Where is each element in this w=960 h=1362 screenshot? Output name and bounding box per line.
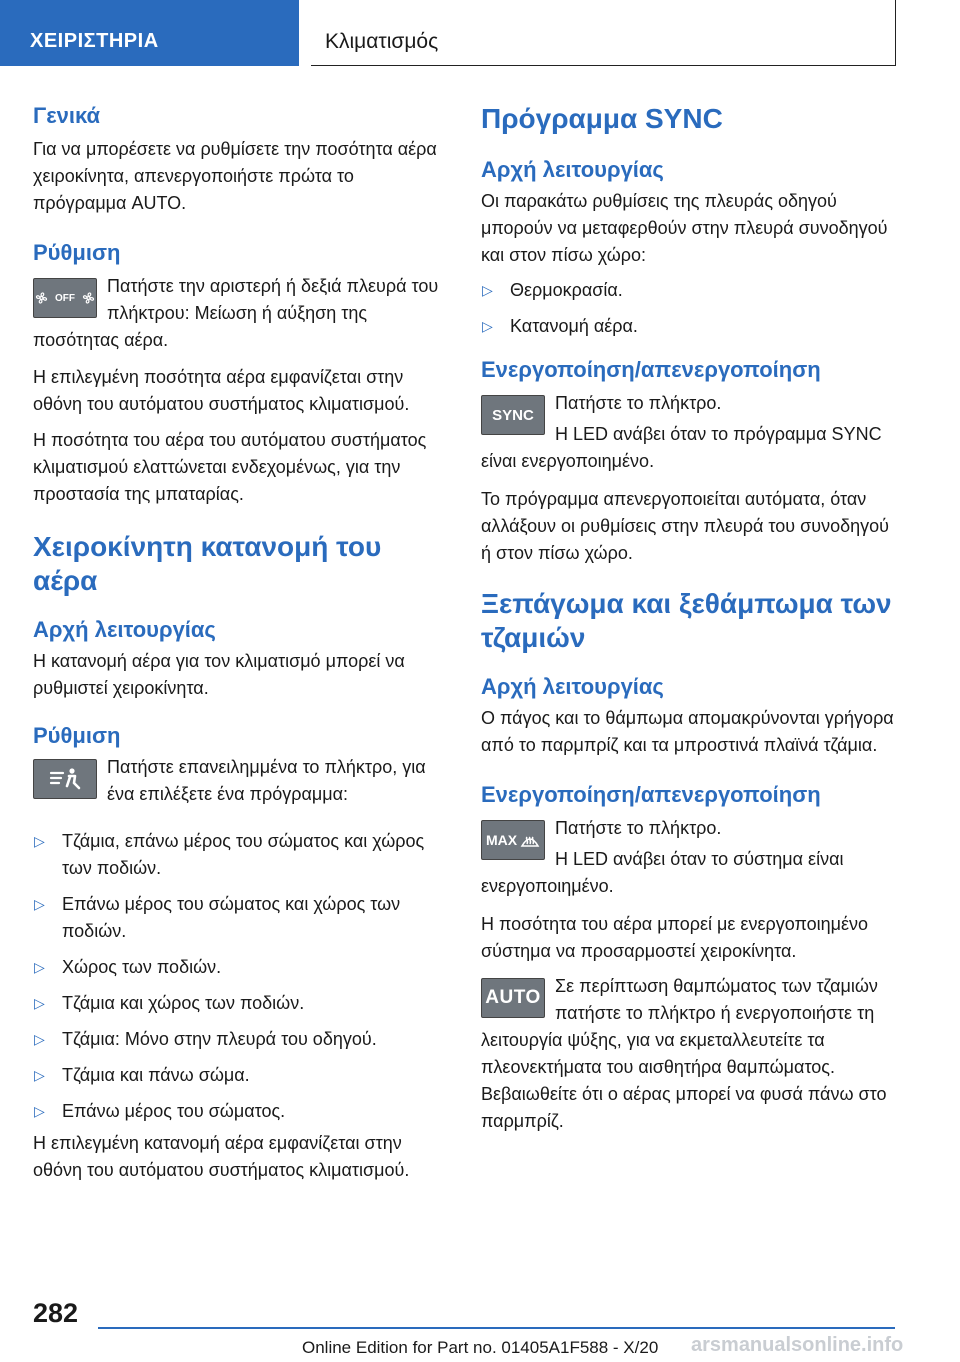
- list-item: ▷ Κατανομή αέρα.: [481, 313, 901, 340]
- list-item: ▷ Επάνω μέρος του σώματος και χώρος των ποδιών.: [33, 891, 451, 945]
- heading-setting-1: Ρύθμιση: [33, 240, 121, 265]
- distribution-program-list: [33, 828, 451, 1125]
- sync-button-icon: SYNC: [481, 395, 545, 435]
- bullet-icon: ▷: [34, 1031, 45, 1047]
- header-chapter-title: Κλιματισμός: [311, 0, 896, 66]
- paragraph-auto-off: Το πρόγραμμα απενεργοποιείται αυτόματα, όταν αλλάξουν οι ρυθμίσεις στην πλευρά του συνοδηγού ή στον πίσω χώρο.: [481, 489, 889, 563]
- heading-principle-3: Αρχή λειτουργίας: [481, 674, 664, 699]
- windshield-defrost-icon: [520, 830, 540, 850]
- footer-edition: Online Edition for Part no. 01405A1F588 - X/20: [302, 1338, 659, 1357]
- setting-1-block: [33, 273, 451, 354]
- paragraph-led-2: Η LED ανάβει όταν το σύστημα είναι ενεργοποιημένο.: [481, 849, 844, 896]
- max-label: MAX: [485, 832, 518, 848]
- fan-off-label: OFF: [55, 292, 75, 304]
- list-item: ▷ Τζάμια: Μόνο στην πλευρά του οδηγού.: [33, 1026, 451, 1053]
- heading-setting-2: Ρύθμιση: [33, 723, 121, 748]
- heading-activation-2: Ενεργοποίηση/απενεργοποίηση: [481, 782, 821, 807]
- paragraph-principle-1: Η κατανομή αέρα για τον κλιματισμό μπορεί να ρυθμιστεί χειροκίνητα.: [33, 651, 405, 698]
- heading-principle-1: Αρχή λειτουργίας: [33, 617, 216, 642]
- bullet-icon: ▷: [482, 318, 493, 334]
- header-section-tab: ΧΕΙΡΙΣΤΗΡΙΑ: [0, 0, 299, 66]
- paragraph-led-1: Η LED ανάβει όταν το πρόγραμμα SYNC είναι ενεργοποιημένο.: [481, 424, 882, 471]
- paragraph-press-1: Πατήστε το πλήκτρο.: [555, 393, 722, 413]
- auto-button-icon: AUTO: [481, 978, 545, 1018]
- air-distribution-button-icon: [33, 759, 97, 799]
- setting-2-block: [33, 754, 451, 818]
- page-number: 282: [33, 1298, 79, 1328]
- paragraph-battery: Η ποσότητα του αέρα του αυτόματου συστήματος κλιματισμού ελαττώνεται ενδεχομένως, για την προστασία της μπαταρίας.: [33, 430, 427, 504]
- paragraph-press-2: Πατήστε το πλήκτρο.: [555, 818, 722, 838]
- paragraph-air-quantity: Η ποσότητα του αέρα μπορεί με ενεργοποιημένο σύστημα να προσαρμοστεί χειροκίνητα.: [481, 914, 869, 961]
- bullet-icon: ▷: [34, 896, 45, 912]
- paragraph-display-2: Η επιλεγμένη κατανομή αέρα εμφανίζεται στην οθόνη του αυτόματου συστήματος κλιματισμού.: [33, 1133, 410, 1180]
- fan-icon: [34, 288, 49, 308]
- heading-general: Γενικά: [33, 103, 101, 128]
- left-column: [33, 96, 451, 1184]
- heading-sync-program: Πρόγραμμα SYNC: [481, 103, 723, 134]
- heading-activation-1: Ενεργοποίηση/απενεργοποίηση: [481, 357, 821, 382]
- heading-manual-distribution: Χειροκίνητη κατανομή του αέρα: [33, 531, 382, 596]
- fan-icon: [81, 288, 96, 308]
- air-distribution-icon: [47, 766, 83, 792]
- auto-fog-block: [481, 973, 901, 1135]
- list-item: ▷ Θερμοκρασία.: [481, 277, 901, 304]
- list-item: ▷ Επάνω μέρος του σώματος.: [33, 1098, 451, 1125]
- bullet-icon: ▷: [34, 833, 45, 849]
- max-defrost-button-icon: [481, 820, 545, 860]
- fan-button-icon: [33, 278, 97, 318]
- bullet-icon: ▷: [482, 282, 493, 298]
- bullet-icon: ▷: [34, 995, 45, 1011]
- list-item: ▷ Τζάμια και πάνω σώμα.: [33, 1062, 451, 1089]
- max-activation-block: [481, 815, 901, 900]
- paragraph-fog: Σε περίπτωση θαμπώματος των τζαμιών πατήστε το πλήκτρο ή ενεργοποιήστε τη λειτουργία ψύξης, για να εκμεταλλευτείτε τα πλεονεκτήματα του αισθητήρα θαμπώματος. Βεβαιωθείτε ότι ο αέρας μπορεί να φυσά πάνω στο παρμπρίζ.: [481, 976, 887, 1131]
- sync-settings-list: [481, 277, 901, 340]
- paragraph-setting-2: Πατήστε επανειλημμένα το πλήκτρο, για ένα επιλέξετε ένα πρόγραμμα:: [107, 757, 426, 804]
- heading-principle-2: Αρχή λειτουργίας: [481, 157, 664, 182]
- footer-divider: [98, 1327, 895, 1329]
- watermark: arsmanualsonline.info: [691, 1334, 904, 1356]
- list-item: ▷ Τζάμια και χώρος των ποδιών.: [33, 990, 451, 1017]
- paragraph-general: Για να μπορέσετε να ρυθμίσετε την ποσότητα αέρα χειροκίνητα, απενεργοποιήστε πρώτα το πρόγραμμα AUTO.: [33, 139, 437, 213]
- bullet-icon: ▷: [34, 1067, 45, 1083]
- sync-activation-block: [481, 390, 901, 475]
- paragraph-setting-1: Πατήστε την αριστερή ή δεξιά πλευρά του πλήκτρου: Μείωση ή αύξηση της ποσότητας αέρα.: [33, 276, 439, 350]
- heading-defrost: Ξεπάγωμα και ξεθάμπωμα των τζαμιών: [481, 588, 892, 653]
- paragraph-display-1: Η επιλεγμένη ποσότητα αέρα εμφανίζεται στην οθόνη του αυτόματου συστήματος κλιματισμού.: [33, 367, 410, 414]
- list-item: ▷ Τζάμια, επάνω μέρος του σώματος και χώρος των ποδιών.: [33, 828, 451, 882]
- right-column: [481, 96, 901, 1135]
- list-item: ▷ Χώρος των ποδιών.: [33, 954, 451, 981]
- paragraph-principle-2: Οι παρακάτω ρυθμίσεις της πλευράς οδηγού μπορούν να μεταφερθούν στην πλευρά συνοδηγού και στον πίσω χώρο:: [481, 191, 888, 265]
- bullet-icon: ▷: [34, 959, 45, 975]
- paragraph-principle-3: Ο πάγος και το θάμπωμα απομακρύνονται γρήγορα από το παρμπρίζ και τα μπροστινά πλαϊνά τζάμια.: [481, 708, 894, 755]
- bullet-icon: ▷: [34, 1103, 45, 1119]
